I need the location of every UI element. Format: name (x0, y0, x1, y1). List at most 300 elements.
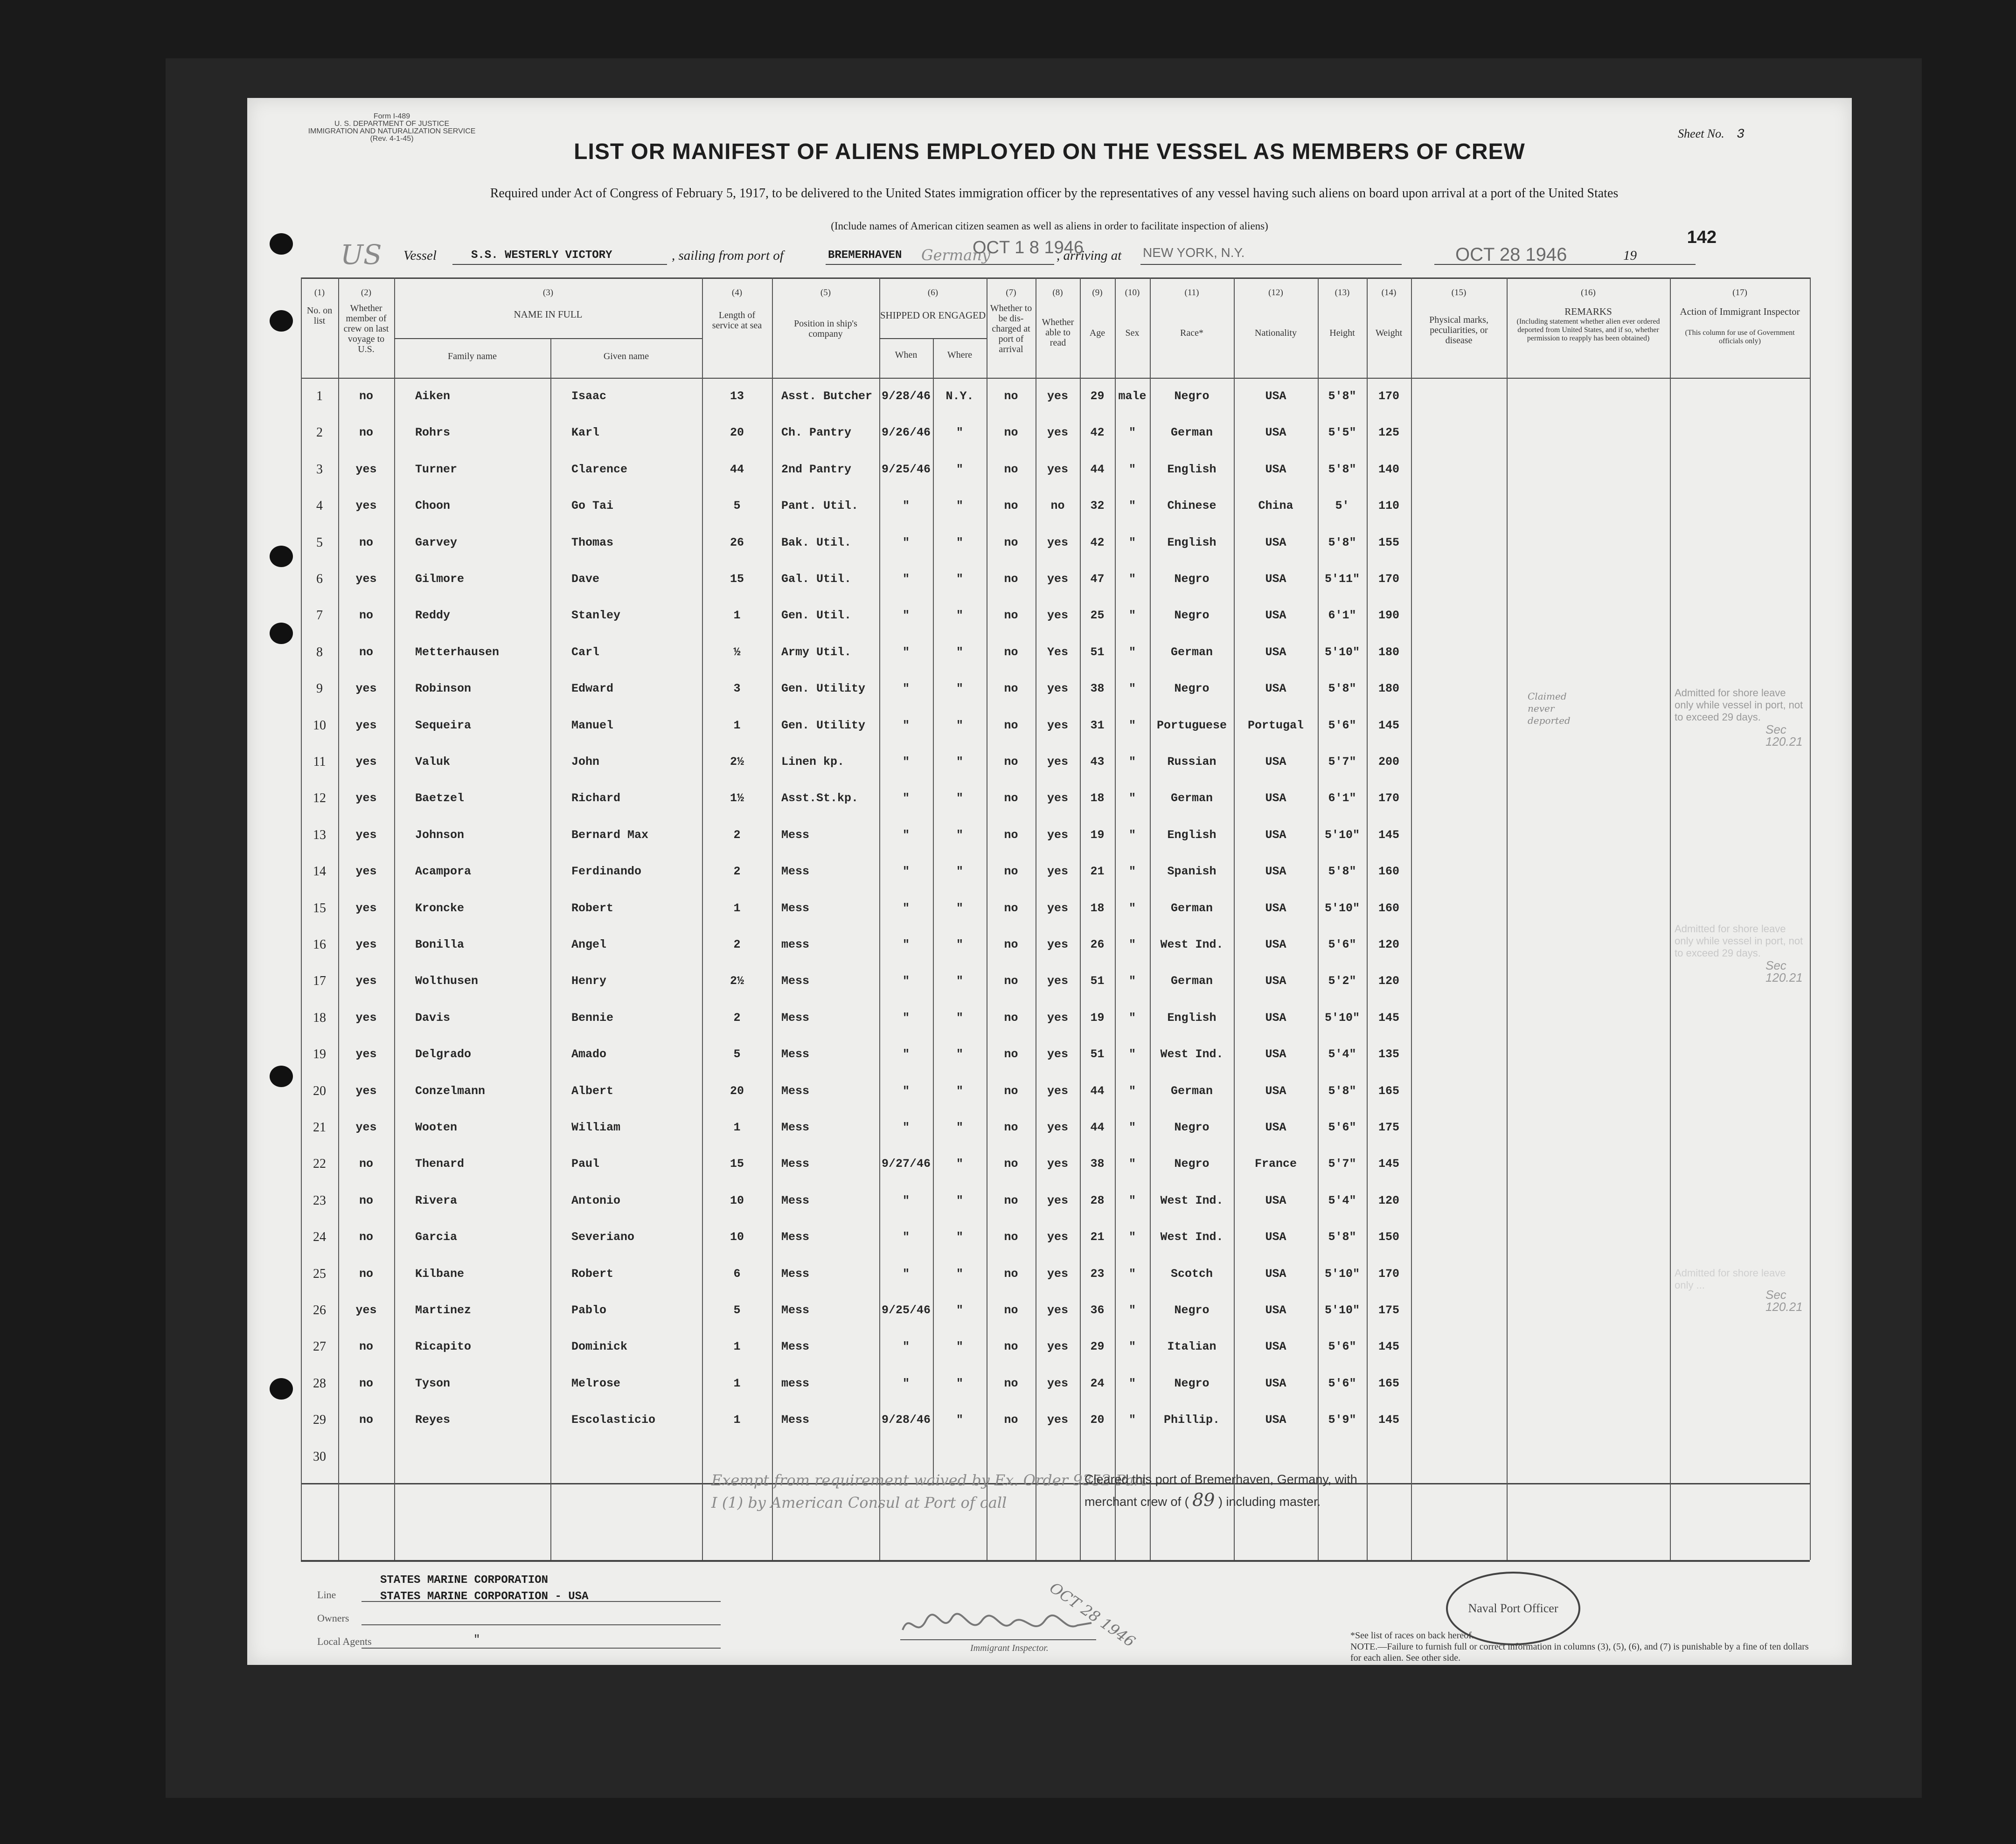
cell-nat: USA (1265, 462, 1286, 476)
table-row (301, 1077, 1810, 1105)
cell-weight: 175 (1378, 1121, 1399, 1134)
cell-sex: " (1128, 426, 1136, 440)
port-to: NEW YORK, N.Y. (1143, 245, 1245, 260)
cell-family: Conzelmann (415, 1084, 486, 1098)
table-row (301, 967, 1810, 995)
cell-length: 1 (733, 1376, 741, 1390)
cell-where: " (956, 1230, 963, 1244)
cell-when: " (902, 1340, 910, 1354)
cell-length: 1½ (730, 791, 744, 805)
colnum: (5) (820, 288, 831, 298)
cell-where: " (956, 755, 963, 769)
cell-weight: 180 (1378, 645, 1399, 659)
cell-age: 42 (1090, 426, 1105, 440)
cell-no: 5 (316, 535, 323, 550)
sequence-number: 142 (1687, 228, 1717, 247)
cell-no: 29 (313, 1413, 326, 1428)
cell-when: " (902, 682, 910, 696)
stamp-date: OCT 28 1946 (1046, 1579, 1139, 1651)
cell-sex: " (1128, 1303, 1136, 1317)
cell-position: mess (781, 938, 810, 951)
cell-height: 5'10" (1324, 828, 1360, 842)
cell-disch: no (1004, 1413, 1018, 1427)
cell-disch: no (1004, 572, 1018, 586)
colnum: (7) (1006, 288, 1016, 298)
cell-age: 51 (1090, 1047, 1105, 1061)
cell-weight: 125 (1378, 426, 1399, 440)
port-from-hand: Germany (921, 246, 990, 264)
cell-family: Wolthusen (415, 974, 479, 988)
cell-prev: no (359, 426, 373, 440)
seal-text: Naval Port Officer (1468, 1601, 1558, 1615)
manifest-table (301, 277, 1810, 1560)
cell-when: " (902, 718, 910, 732)
table-row (301, 1443, 1810, 1471)
table-row (301, 1150, 1810, 1178)
cell-height: 5'10" (1324, 1267, 1360, 1281)
cell-nat: China (1258, 499, 1293, 513)
cell-prev: yes (355, 572, 377, 586)
cleared-line-3: ) including master. (1218, 1495, 1321, 1509)
table-row (301, 492, 1810, 520)
cell-given: Go Tai (571, 499, 614, 513)
cell-nat: USA (1265, 1230, 1286, 1244)
cell-disch: no (1004, 499, 1018, 513)
cell-disch: no (1004, 1121, 1018, 1134)
inspector-signature (900, 1602, 1096, 1644)
inspector-label: Immigrant Inspector. (970, 1643, 1049, 1653)
line-label: Line (317, 1589, 336, 1601)
cell-length: 20 (730, 426, 744, 440)
cell-race: Negro (1174, 1376, 1210, 1390)
page-title: LIST OR MANIFEST OF ALIENS EMPLOYED ON THE VESSEL AS MEMBERS OF CREW (574, 139, 1525, 164)
cell-prev: yes (355, 1011, 377, 1025)
cell-nat: USA (1265, 1047, 1286, 1061)
cell-weight: 145 (1378, 1340, 1399, 1354)
cell-no: 21 (313, 1120, 326, 1135)
cell-where: " (956, 1267, 963, 1281)
sheet-label: Sheet No. (1678, 127, 1724, 140)
cell-weight: 190 (1378, 609, 1399, 623)
cell-where: " (956, 791, 963, 805)
colnum: (2) (361, 288, 372, 298)
cell-race: English (1167, 462, 1217, 476)
cell-when: " (902, 1193, 910, 1207)
stamp-sailing: OCT 1 8 1946 (973, 238, 1084, 257)
cell-sex: " (1128, 682, 1136, 696)
cell-nat: USA (1265, 828, 1286, 842)
cell-family: Reyes (415, 1413, 451, 1427)
cell-when: " (902, 791, 910, 805)
cell-no: 20 (313, 1083, 326, 1098)
cell-height: 5'9" (1328, 1413, 1356, 1427)
cell-race: West Ind. (1160, 1193, 1224, 1207)
cell-nat: USA (1265, 938, 1286, 951)
cell-when: " (902, 1376, 910, 1390)
cell-height: 5'6" (1328, 938, 1356, 951)
cell-no: 30 (313, 1449, 326, 1464)
cell-length: 10 (730, 1193, 744, 1207)
cell-nat: USA (1265, 1011, 1286, 1025)
cell-disch: no (1004, 791, 1018, 805)
cell-nat: USA (1265, 1084, 1286, 1098)
stamp-arrival: OCT 28 1946 (1455, 244, 1567, 265)
cell-no: 19 (313, 1047, 326, 1062)
cleared-line-2: merchant crew of ( (1084, 1495, 1189, 1509)
cell-read: yes (1047, 389, 1068, 403)
cell-prev: yes (355, 1047, 377, 1061)
cell-sex: " (1128, 462, 1136, 476)
cell-position: Mess (781, 1303, 810, 1317)
cell-weight: 160 (1378, 901, 1399, 915)
cell-height: 5'6" (1328, 1376, 1356, 1390)
table-row (301, 821, 1810, 849)
cell-nat: USA (1265, 426, 1286, 440)
sheet-value: 3 (1737, 127, 1745, 142)
cell-read: yes (1047, 828, 1068, 842)
agents-value: " (473, 1634, 480, 1646)
cell-where: " (956, 682, 963, 696)
cell-position: Mess (781, 1121, 810, 1134)
cell-sex: " (1128, 535, 1136, 549)
cell-when: " (902, 535, 910, 549)
cell-where: " (956, 1011, 963, 1025)
punch-hole (270, 546, 293, 567)
cell-nat: USA (1265, 572, 1286, 586)
cell-sex: " (1128, 1230, 1136, 1244)
cell-where: " (956, 499, 963, 513)
cell-position: Asst. Butcher (781, 389, 873, 403)
cell-where: " (956, 1413, 963, 1427)
cell-weight: 200 (1378, 755, 1399, 769)
cell-length: 2 (733, 938, 741, 951)
cell-read: yes (1047, 755, 1068, 769)
cell-no: 11 (313, 755, 326, 769)
cell-prev: yes (355, 1121, 377, 1134)
table-row (301, 1406, 1810, 1434)
cell-length: 5 (733, 1303, 741, 1317)
col-physical: Physical marks, peculiarities, or disease (1429, 315, 1488, 346)
handwritten-waiver: Exempt from requirement waived by Ex. Order 9352 Part I (1) by American Consul at Port of call (711, 1471, 1147, 1511)
cell-read: yes (1047, 609, 1068, 623)
action-sec-4: Sec 120.21 (1766, 722, 1803, 749)
agents-label: Local Agents (317, 1636, 372, 1647)
cell-sex: " (1128, 828, 1136, 842)
note-penalty: NOTE.—Failure to furnish full or correct information in columns (3), (5), (6), and (7) is punishable by a fine of ten dollars for each alien. See other side. (1350, 1642, 1809, 1663)
table-row (301, 675, 1810, 703)
cell-disch: no (1004, 865, 1018, 879)
col-whether-member: Whether member of crew on last voyage to U.S. (343, 303, 389, 354)
table-row (301, 1223, 1810, 1251)
cell-sex: " (1128, 938, 1136, 951)
form-id: Form I-489 U. S. DEPARTMENT OF JUSTICE IMMIGRATION AND NATURALIZATION SERVICE (Rev. 4-1-45) (308, 112, 476, 143)
cell-given: Dominick (571, 1340, 628, 1354)
cell-sex: " (1128, 974, 1136, 988)
arriving-label: , arriving at (1057, 248, 1122, 263)
cell-when: " (902, 755, 910, 769)
cell-sex: " (1128, 645, 1136, 659)
cell-weight: 120 (1378, 938, 1399, 951)
cell-given: Pablo (571, 1303, 607, 1317)
cell-weight: 165 (1378, 1084, 1399, 1098)
table-row (301, 1296, 1810, 1324)
cell-prev: yes (355, 938, 377, 951)
cell-disch: no (1004, 1011, 1018, 1025)
cell-where: " (956, 1340, 963, 1354)
cell-disch: no (1004, 1157, 1018, 1171)
cell-family: Robinson (415, 682, 472, 696)
cell-prev: yes (355, 755, 377, 769)
punch-hole (270, 1066, 293, 1087)
cell-given: Henry (571, 974, 607, 988)
cell-race: Scotch (1170, 1267, 1213, 1281)
table-row (301, 1004, 1810, 1032)
cell-height: 5'7" (1328, 1157, 1356, 1171)
cell-family: Wooten (415, 1121, 458, 1134)
cell-sex: " (1128, 865, 1136, 879)
cell-position: Mess (781, 1340, 810, 1354)
cell-race: Italian (1167, 1340, 1217, 1354)
cell-read: yes (1047, 1121, 1068, 1134)
cell-length: 26 (730, 535, 744, 549)
table-row (301, 419, 1810, 447)
cell-given: Isaac (571, 389, 607, 403)
cell-race: Spanish (1167, 865, 1217, 879)
cell-position: Pant. Util. (781, 499, 859, 513)
cell-when: " (902, 499, 910, 513)
col-family-name: Family name (448, 351, 497, 361)
cell-prev: no (359, 1340, 373, 1354)
cell-position: mess (781, 1376, 810, 1390)
cell-length: 2½ (730, 974, 744, 988)
col-remarks: REMARKS (1564, 306, 1612, 317)
cell-no: 23 (313, 1193, 326, 1208)
punch-hole (270, 1378, 293, 1400)
col-nationality: Nationality (1255, 328, 1297, 338)
col-name-in-full: NAME IN FULL (514, 309, 583, 320)
cell-nat: USA (1265, 535, 1286, 549)
cell-sex: " (1128, 1376, 1136, 1390)
col-when: When (895, 350, 918, 360)
table-row (301, 638, 1810, 666)
cell-nat: USA (1265, 865, 1286, 879)
cell-where: " (956, 938, 963, 951)
cell-age: 19 (1090, 828, 1105, 842)
cell-family: Kilbane (415, 1267, 465, 1281)
cell-prev: yes (355, 682, 377, 696)
cell-nat: USA (1265, 645, 1286, 659)
cell-read: Yes (1047, 645, 1068, 659)
cell-no: 15 (313, 901, 326, 915)
cell-weight: 145 (1378, 828, 1399, 842)
cell-family: Gilmore (415, 572, 465, 586)
cell-when: " (902, 865, 910, 879)
cell-nat: USA (1265, 682, 1286, 696)
col-action: Action of Immigrant Inspector (1680, 306, 1800, 317)
colnum: (13) (1335, 288, 1350, 298)
cell-where: " (956, 1376, 963, 1390)
cleared-line-1: Cleared this port of Bremerhaven, Germany, with (1084, 1472, 1357, 1486)
cell-race: German (1170, 791, 1213, 805)
cell-given: Clarence (571, 462, 628, 476)
punch-hole (270, 310, 293, 332)
cell-sex: " (1128, 609, 1136, 623)
cell-where: " (956, 535, 963, 549)
cell-age: 47 (1090, 572, 1105, 586)
cell-race: Chinese (1167, 499, 1217, 513)
cell-when: 9/25/46 (881, 462, 931, 476)
cell-race: German (1170, 901, 1213, 915)
table-row (301, 931, 1810, 959)
cell-age: 51 (1090, 645, 1105, 659)
cell-when: " (902, 609, 910, 623)
cell-position: Gal. Util. (781, 572, 852, 586)
cell-height: 5'8" (1328, 389, 1356, 403)
cleared-note (1084, 1469, 1411, 1512)
cell-position: Asst.St.kp. (781, 791, 859, 805)
cell-no: 6 (316, 572, 323, 586)
table-row (301, 784, 1810, 812)
cell-read: yes (1047, 462, 1068, 476)
cell-race: Negro (1174, 1121, 1210, 1134)
cell-position: Mess (781, 1047, 810, 1061)
cell-race: German (1170, 974, 1213, 988)
cell-age: 28 (1090, 1193, 1105, 1207)
cell-given: Severiano (571, 1230, 635, 1244)
cell-prev: no (359, 609, 373, 623)
cell-age: 29 (1090, 389, 1105, 403)
owners-value: STATES MARINE CORPORATION - USA (380, 1590, 589, 1603)
cell-family: Delgrado (415, 1047, 472, 1061)
cell-nat: USA (1265, 1193, 1286, 1207)
footer (247, 1560, 1852, 1665)
cell-family: Martinez (415, 1303, 472, 1317)
cell-position: Gen. Utility (781, 718, 866, 732)
cell-position: Mess (781, 1084, 810, 1098)
cell-read: yes (1047, 1084, 1068, 1098)
cell-when: " (902, 1121, 910, 1134)
cell-disch: no (1004, 828, 1018, 842)
subtitle: Required under Act of Congress of February 5, 1917, to be delivered to the United States immigration officer by the representatives of any vessel having such aliens on board upon arrival at a port of the United States (490, 186, 1619, 201)
cell-given: Ferdinando (571, 865, 642, 879)
col-position: Position in ship's company (794, 319, 857, 339)
cell-disch: no (1004, 609, 1018, 623)
col-height: Height (1329, 328, 1355, 338)
cell-length: 10 (730, 1230, 744, 1244)
cell-given: Thomas (571, 535, 614, 549)
cell-family: Metterhausen (415, 645, 500, 659)
colnum: (9) (1092, 288, 1103, 298)
cell-length: 2 (733, 1011, 741, 1025)
cell-disch: no (1004, 974, 1018, 988)
cell-no: 9 (316, 681, 323, 696)
cell-length: 1 (733, 609, 741, 623)
cell-age: 42 (1090, 535, 1105, 549)
cell-where: " (956, 1121, 963, 1134)
cell-length: 1 (733, 1340, 741, 1354)
cell-disch: no (1004, 1303, 1018, 1317)
table-row (301, 602, 1810, 630)
cell-sex: " (1128, 1193, 1136, 1207)
cell-no: 17 (313, 974, 326, 989)
cell-given: Antonio (571, 1193, 621, 1207)
cell-age: 19 (1090, 1011, 1105, 1025)
cell-height: 5'8" (1328, 865, 1356, 879)
cell-no: 14 (313, 864, 326, 879)
table-row (301, 1260, 1810, 1288)
cell-sex: " (1128, 499, 1136, 513)
cell-family: Johnson (415, 828, 465, 842)
cell-given: Robert (571, 901, 614, 915)
cell-position: Gen. Util. (781, 609, 852, 623)
cell-given: John (571, 755, 600, 769)
cell-sex: " (1128, 791, 1136, 805)
cell-race: West Ind. (1160, 1230, 1224, 1244)
cell-weight: 155 (1378, 535, 1399, 549)
action-note-4: Admitted for shore leave only while vessel in port, not to exceed 29 days. (1675, 687, 1803, 723)
cell-prev: no (359, 645, 373, 659)
col-where: Where (947, 350, 973, 360)
cell-sex: " (1128, 1121, 1136, 1134)
note-races: *See list of races on back hereof. (1350, 1630, 1474, 1641)
col-discharged: Whether to be dis-charged at port of arrival (990, 303, 1032, 354)
cell-sex: " (1128, 901, 1136, 915)
cell-family: Baetzel (415, 791, 465, 805)
cell-when: " (902, 901, 910, 915)
cell-given: Bennie (571, 1011, 614, 1025)
cell-prev: yes (355, 828, 377, 842)
colnum: (17) (1732, 288, 1747, 298)
cell-disch: no (1004, 535, 1018, 549)
cell-position: Bak. Util. (781, 535, 852, 549)
cell-length: 13 (730, 389, 744, 403)
cell-disch: no (1004, 645, 1018, 659)
cell-where: " (956, 1047, 963, 1061)
remark-hand-4: Claimed never deported (1528, 691, 1571, 726)
cell-height: 5'8" (1328, 462, 1356, 476)
cell-read: yes (1047, 901, 1068, 915)
colnum: (16) (1581, 288, 1596, 298)
cell-length: 20 (730, 1084, 744, 1098)
cell-race: German (1170, 1084, 1213, 1098)
cell-family: Reddy (415, 609, 451, 623)
cell-no: 7 (316, 608, 323, 623)
cell-height: 5'2" (1328, 974, 1356, 988)
table-row (301, 529, 1810, 557)
cell-where: " (956, 609, 963, 623)
cell-no: 10 (313, 718, 326, 733)
cell-given: Edward (571, 682, 614, 696)
cell-where: " (956, 828, 963, 842)
cell-when: " (902, 974, 910, 988)
cell-no: 27 (313, 1339, 326, 1354)
cell-given: Richard (571, 791, 621, 805)
cleared-count: 89 (1192, 1490, 1215, 1510)
cell-read: yes (1047, 1376, 1068, 1390)
cell-read: yes (1047, 572, 1068, 586)
cell-length: ½ (733, 645, 741, 659)
cell-height: 5'10" (1324, 645, 1360, 659)
cell-read: yes (1047, 865, 1068, 879)
cell-where: " (956, 901, 963, 915)
vessel-name: S.S. WESTERLY VICTORY (471, 249, 612, 262)
cell-prev: no (359, 1376, 373, 1390)
cell-given: Dave (571, 572, 600, 586)
cell-race: Portuguese (1156, 718, 1227, 732)
cell-family: Davis (415, 1011, 451, 1025)
cell-given: Escolasticio (571, 1413, 656, 1427)
cell-when: 9/25/46 (881, 1303, 931, 1317)
